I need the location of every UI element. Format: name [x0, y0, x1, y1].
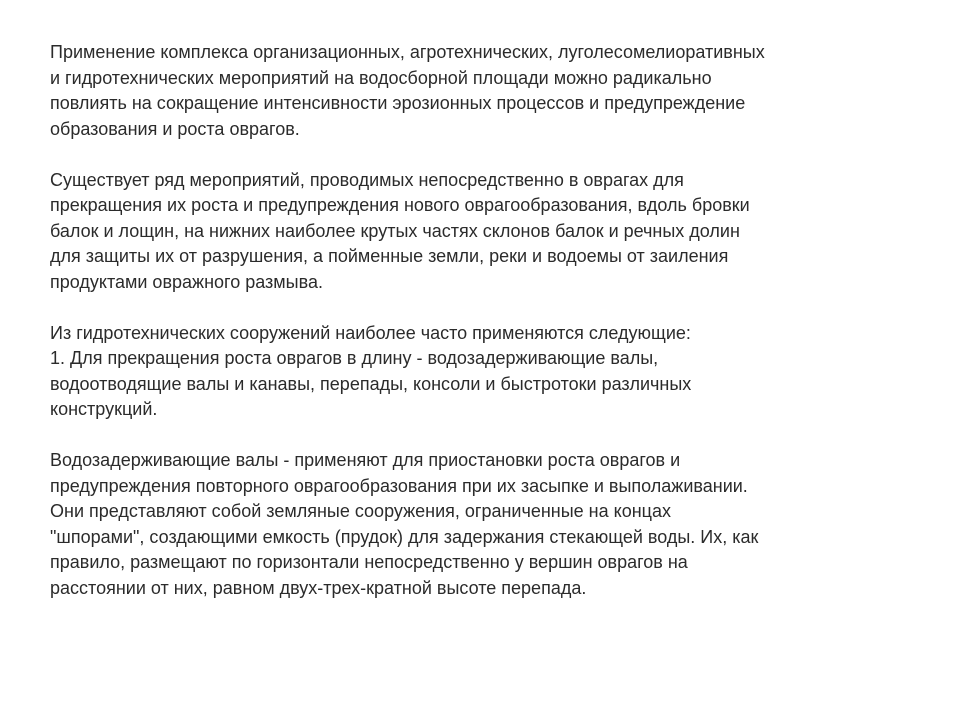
text-line: Из гидротехнических сооружений наиболее часто применяются следующие:	[50, 322, 691, 343]
text-line: Они представляют собой земляные сооружения, ограниченные на концах	[50, 501, 671, 521]
slide-text	[50, 40, 900, 627]
text-line: и гидротехнических мероприятий на водосборной площади можно радикально	[50, 67, 712, 88]
text-line: балок и лощин, на нижних наиболее крутых частях склонов балок и речных долин	[50, 220, 740, 241]
text-line: "шпорами", создающими емкость (прудок) для задержания стекающей воды. Их, как	[50, 526, 759, 547]
text-line: продуктами овражного размыва.	[50, 271, 323, 292]
text-line: предупреждения повторного оврагообразования при их засыпке и выполаживании.	[50, 475, 748, 496]
text-line: конструкций.	[50, 399, 158, 419]
text-line: прекращения их роста и предупреждения нового оврагообразования, вдоль бровки	[50, 195, 750, 215]
text-line: повлиять на сокращение интенсивности эрозионных процессов и предупреждение	[50, 93, 746, 113]
paragraph-hydro-structures	[50, 321, 900, 423]
text-line: правило, размещают по горизонтали непосредственно у вершин оврагов на	[50, 552, 688, 572]
text-line: водоотводящие валы и канавы, перепады, консоли и быстротоки различных	[50, 373, 692, 394]
paragraph-ravine-measures	[50, 168, 900, 296]
paragraph-erosion-measures	[50, 40, 900, 142]
text-line: для защиты их от разрушения, а пойменные земли, реки и водоемы от заиления	[50, 246, 729, 266]
list-item: 1. Для прекращения роста оврагов в длину - водозадерживающие валы,	[50, 348, 659, 368]
text-line: Применение комплекса организационных, агротехнических, луголесомелиоративных	[50, 42, 765, 62]
text-line: Водозадерживающие валы - применяют для приостановки роста оврагов и	[50, 450, 681, 470]
paragraph-water-retaining-banks	[50, 448, 900, 601]
text-line: Существует ряд мероприятий, проводимых непосредственно в оврагах для	[50, 169, 684, 190]
text-line: образования и роста оврагов.	[50, 118, 300, 139]
text-line: расстоянии от них, равном двух-трех-кратной высоте перепада.	[50, 577, 587, 598]
